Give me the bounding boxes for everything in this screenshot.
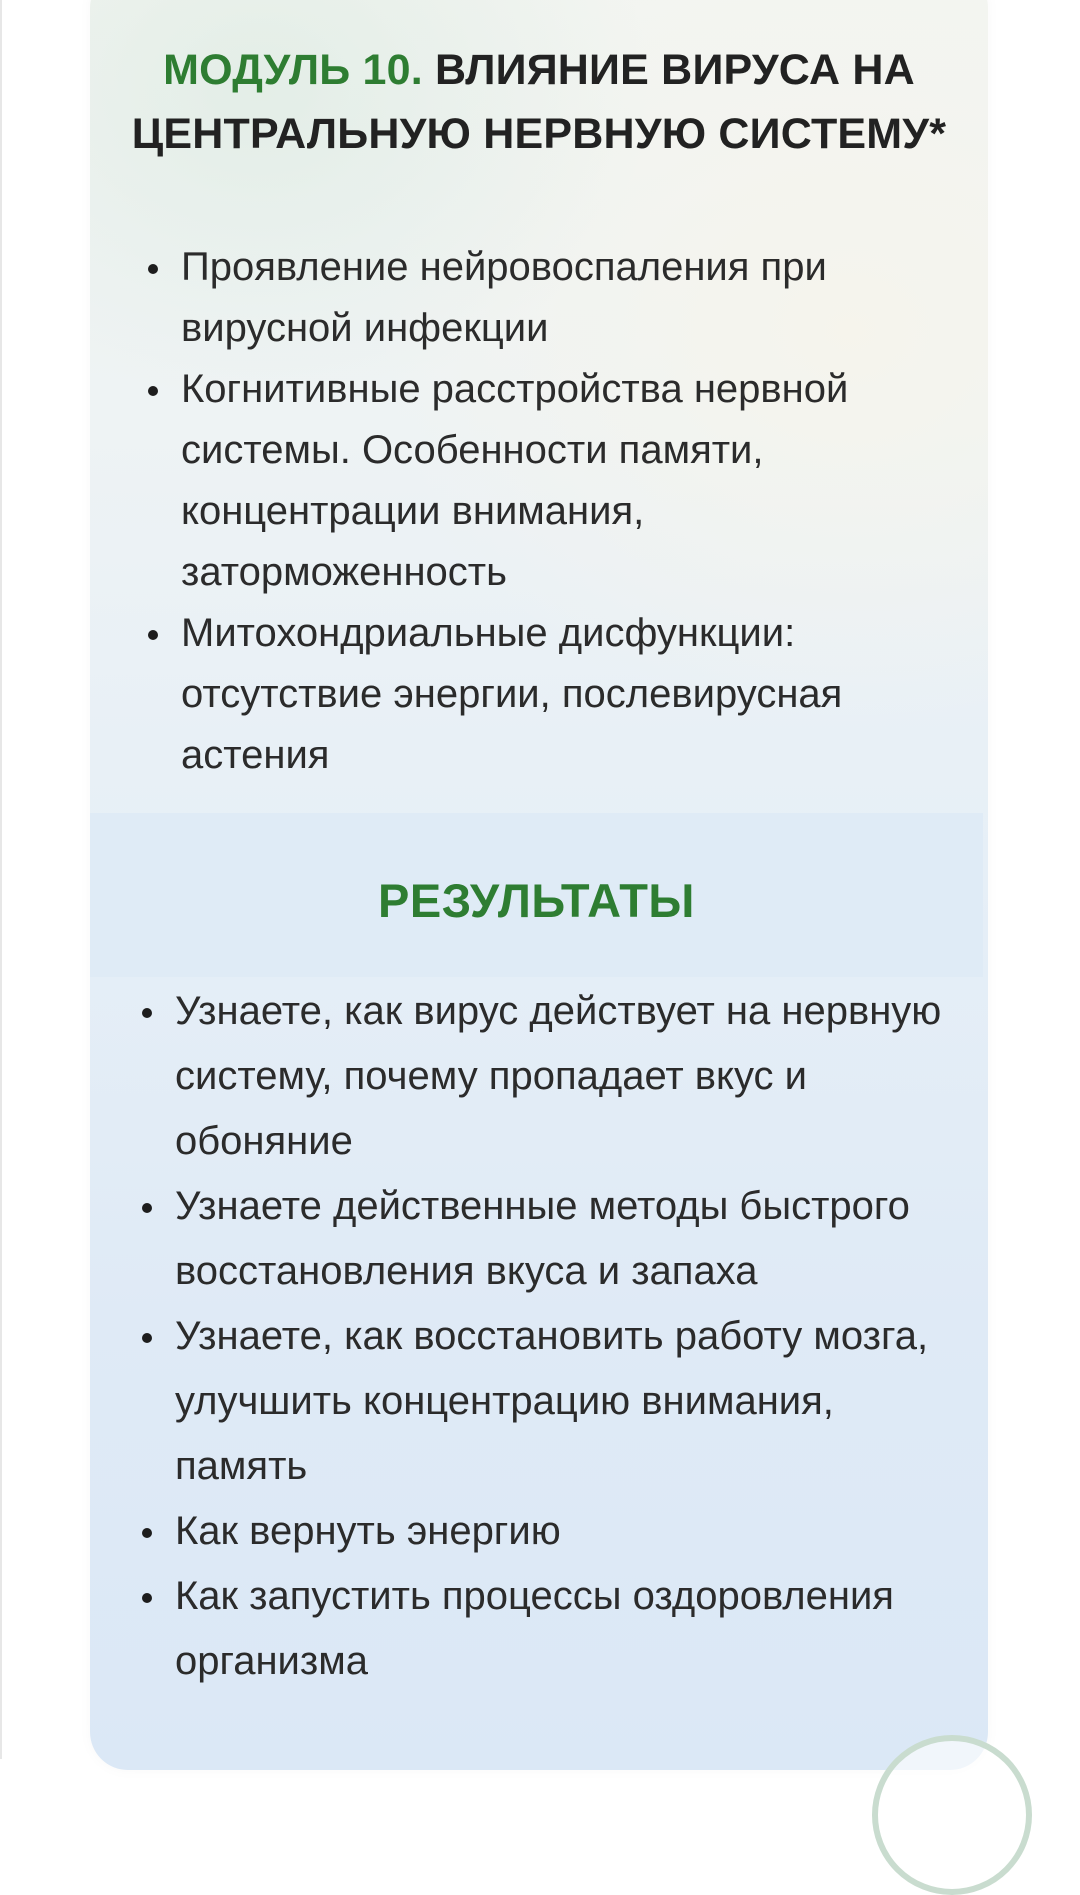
module-title (110, 38, 968, 166)
list-item (175, 979, 975, 1174)
bullet-icon (142, 1203, 152, 1213)
module-number: МОДУЛЬ 10. (163, 46, 423, 94)
list-item-text: Митохондриальные дисфункции: отсутствие энергии, послевирусная астения (181, 611, 843, 777)
list-item-text: Узнаете действенные методы быстрого восстановления вкуса и запаха (175, 1184, 910, 1293)
list-item (175, 1499, 975, 1564)
floating-action-button[interactable] (872, 1735, 1032, 1895)
results-title: РЕЗУЛЬТАТЫ (378, 874, 695, 927)
list-item-text: Узнаете, как вирус действует на нервную систему, почему пропадает вкус и обоняние (175, 989, 942, 1163)
bullet-icon (142, 1333, 152, 1343)
module-topics-list (181, 237, 971, 786)
list-item (175, 1174, 975, 1304)
page-left-edge (0, 0, 2, 1759)
list-item-text: Узнаете, как восстановить работу мозга, улучшить концентрацию внимания, память (175, 1314, 929, 1488)
list-item (175, 1304, 975, 1499)
bullet-icon (142, 1008, 152, 1018)
results-list (175, 979, 975, 1694)
list-item-text: Проявление нейровоспаления при вирусной инфекции (181, 245, 827, 350)
module-card (90, 0, 988, 1770)
bullet-icon (142, 1593, 152, 1603)
results-header (90, 813, 983, 977)
bullet-icon (148, 630, 158, 640)
list-item-text: Как запустить процессы оздоровления организма (175, 1574, 894, 1683)
bullet-icon (148, 264, 158, 274)
list-item (181, 359, 971, 603)
list-item (181, 603, 971, 786)
list-item-text: Как вернуть энергию (175, 1509, 561, 1553)
list-item (181, 237, 971, 359)
module-title-text: ВЛИЯНИЕ ВИРУСА НА ЦЕНТРАЛЬНУЮ НЕРВНУЮ СИСТЕМУ* (131, 46, 947, 158)
list-item-text: Когнитивные расстройства нервной системы. Особенности памяти, концентрации внимания, заторможенность (181, 367, 849, 594)
list-item (175, 1564, 975, 1694)
bullet-icon (148, 386, 158, 396)
bullet-icon (142, 1528, 152, 1538)
